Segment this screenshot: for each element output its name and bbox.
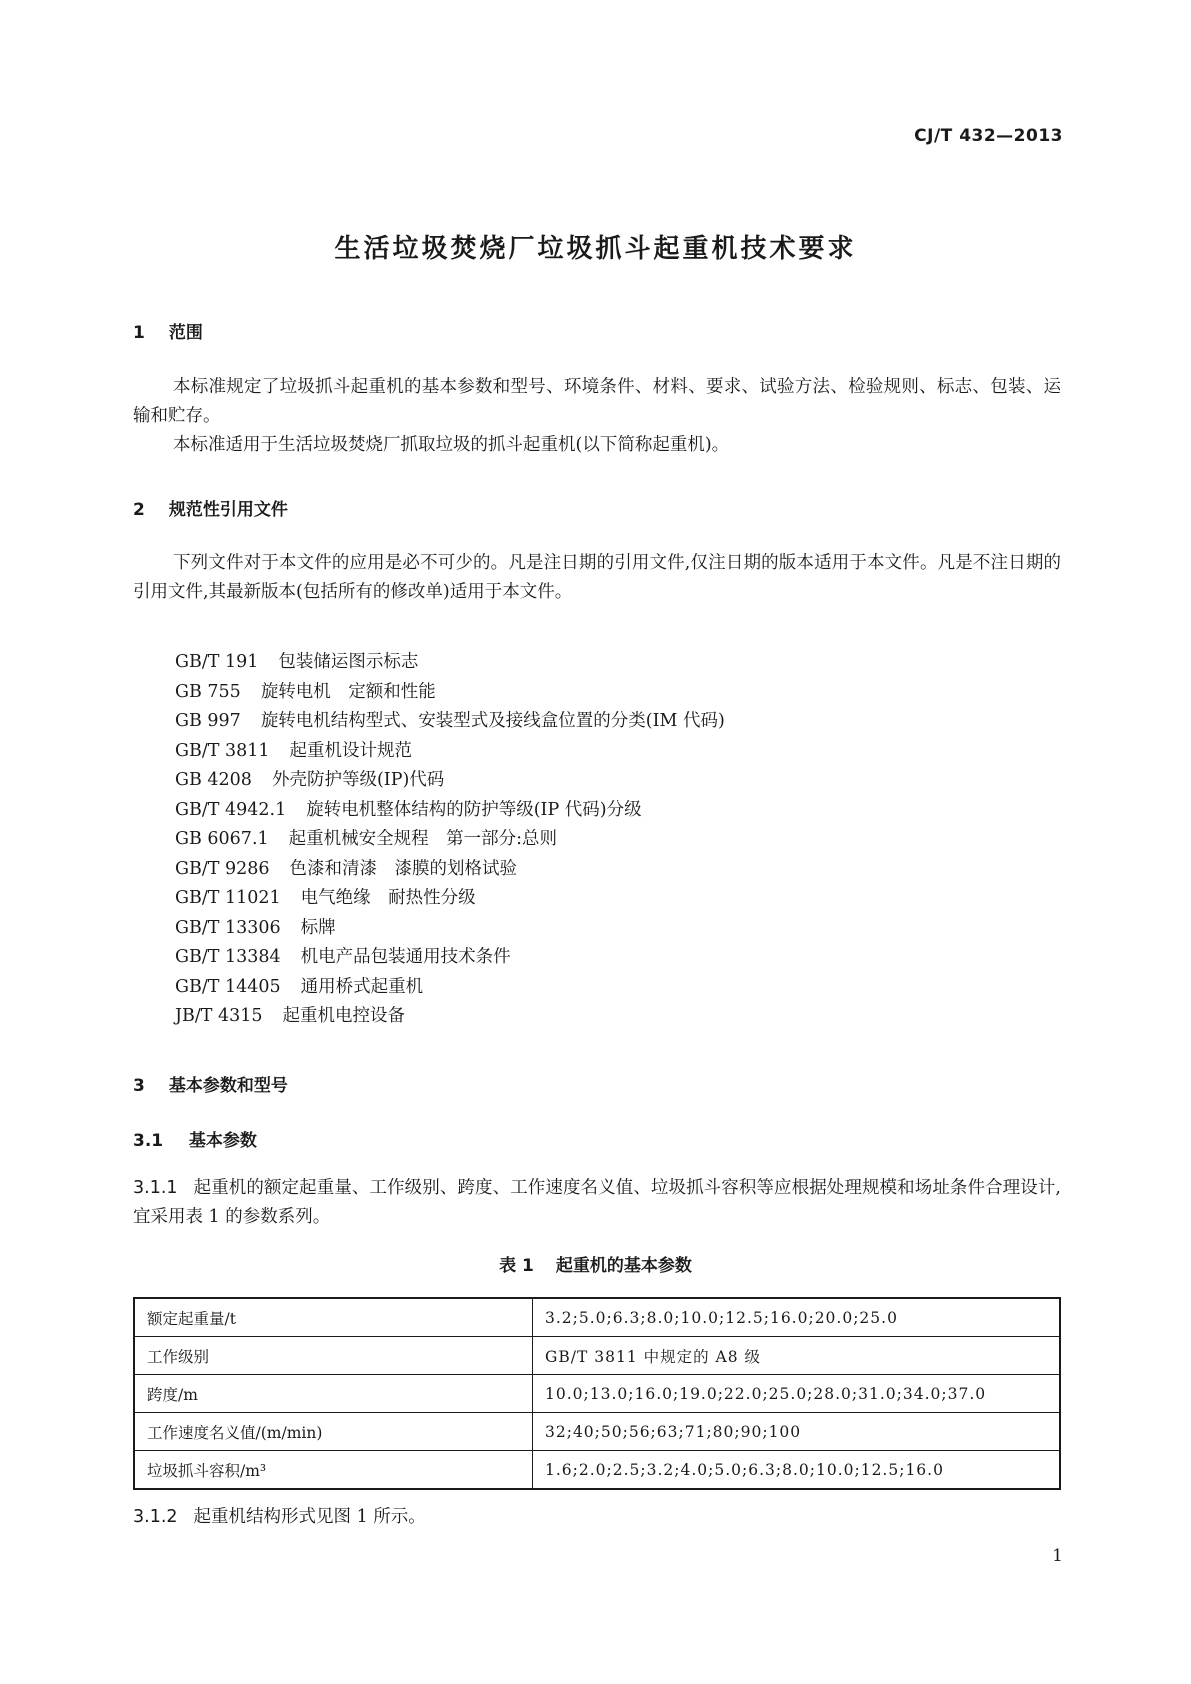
reference-code: GB 4208 [175,770,252,790]
table-number: 表 1 [499,1256,534,1276]
param-label: 工作级别 [134,1337,533,1375]
param-value: 10.0;13.0;16.0;19.0;22.0;25.0;28.0;31.0;34.0;37.0 [533,1375,1061,1413]
reference-item [175,914,725,944]
reference-code: JB/T 4315 [175,1006,263,1026]
reference-item [175,707,725,737]
reference-title: 外壳防护等级(IP)代码 [271,770,445,790]
param-label: 额定起重量/t [134,1298,533,1337]
clause-text: 起重机的额定起重量、工作级别、跨度、工作速度名义值、垃圾抓斗容积等应根据处理规模和场址条件合理设计,宜采用表 1 的参数系列。 [133,1178,1061,1227]
clause-3-1-2 [133,1503,1061,1532]
reference-title: 色漆和清漆 漆膜的划格试验 [289,858,518,879]
reference-item [175,943,725,973]
reference-code: GB 997 [175,711,241,731]
reference-item [175,884,725,914]
clause-number: 3.1.2 [133,1507,178,1527]
reference-item [175,825,725,855]
subsection-3-1-heading [133,1126,257,1151]
param-label: 垃圾抓斗容积/m³ [134,1451,533,1490]
reference-title: 机电产品包装通用技术条件 [300,947,511,967]
scope-paragraph-1: 本标准规定了垃圾抓斗起重机的基本参数和型号、环境条件、材料、要求、试验方法、检验规则、标志、包装、运输和贮存。 [133,377,1061,426]
reference-title: 旋转电机整体结构的防护等级(IP 代码)分级 [306,799,642,820]
normative-refs-intro: 下列文件对于本文件的应用是必不可少的。凡是注日期的引用文件,仅注日期的版本适用于本文件。凡是不注日期的引用文件,其最新版本(包括所有的修改单)适用于本文件。 [133,553,1061,602]
reference-title: 旋转电机结构型式、安装型式及接线盒位置的分类(IM 代码) [260,711,725,731]
reference-item [175,796,725,826]
reference-code: GB/T 191 [175,652,259,672]
subsection-number: 3.1 [133,1131,164,1151]
reference-title: 电气绝缘 耐热性分级 [300,888,476,908]
reference-title: 标牌 [300,917,336,938]
param-value: 1.6;2.0;2.5;3.2;4.0;5.0;6.3;8.0;10.0;12.5;16.0 [533,1451,1061,1490]
reference-title: 包装储运图示标志 [278,652,419,672]
section-number: 1 [133,323,145,343]
reference-code: GB/T 4942.1 [175,799,287,820]
reference-item [175,1002,725,1032]
table-row [134,1451,1060,1490]
reference-item [175,973,725,1003]
section-1-heading [133,318,203,343]
reference-code: GB/T 11021 [175,888,281,908]
param-value: 3.2;5.0;6.3;8.0;10.0;12.5;16.0;20.0;25.0 [533,1298,1061,1337]
reference-code: GB/T 13306 [175,917,281,938]
clause-number: 3.1.1 [133,1178,178,1198]
param-value: GB/T 3811 中规定的 A8 级 [533,1337,1061,1375]
reference-code: GB/T 13384 [175,947,281,967]
section-3-heading [133,1071,288,1096]
section-title: 规范性引用文件 [168,500,288,520]
section-title: 基本参数和型号 [168,1076,288,1096]
subsection-title: 基本参数 [188,1131,257,1151]
reference-title: 起重机电控设备 [282,1006,406,1026]
basic-params-table [133,1297,1061,1490]
table-row [134,1413,1060,1451]
reference-title: 起重机械安全规程 第一部分:总则 [288,829,558,849]
table-row [134,1337,1060,1375]
reference-code: GB/T 14405 [175,976,281,997]
section-2-heading [133,495,288,520]
param-label: 工作速度名义值/(m/min) [134,1413,533,1451]
scope-paragraph-2: 本标准适用于生活垃圾焚烧厂抓取垃圾的抓斗起重机(以下简称起重机)。 [173,435,730,455]
reference-code: GB/T 9286 [175,858,270,879]
table-title: 起重机的基本参数 [555,1256,692,1276]
table-row [134,1298,1060,1337]
reference-title: 起重机设计规范 [289,740,413,761]
section-title: 范围 [168,323,203,343]
table-row [134,1375,1060,1413]
reference-item [175,737,725,767]
section-number: 2 [133,500,145,520]
page-number: 1 [1052,1546,1063,1566]
reference-code: GB 755 [175,681,241,702]
clause-3-1-1 [133,1174,1061,1232]
reference-item [175,648,725,678]
reference-item [175,855,725,885]
reference-code: GB/T 3811 [175,740,270,761]
reference-code: GB 6067.1 [175,829,269,849]
standard-code: CJ/T 432—2013 [914,126,1063,146]
reference-item [175,766,725,796]
clause-text: 起重机结构形式见图 1 所示。 [193,1507,426,1527]
reference-title: 通用桥式起重机 [300,976,424,997]
table-caption [0,1251,1191,1276]
reference-list [175,648,725,1032]
reference-title: 旋转电机 定额和性能 [260,681,436,702]
document-title: 生活垃圾焚烧厂垃圾抓斗起重机技术要求 [334,234,857,264]
section-number: 3 [133,1076,145,1096]
param-value: 32;40;50;56;63;71;80;90;100 [533,1413,1061,1451]
reference-item [175,678,725,708]
param-label: 跨度/m [134,1375,533,1413]
